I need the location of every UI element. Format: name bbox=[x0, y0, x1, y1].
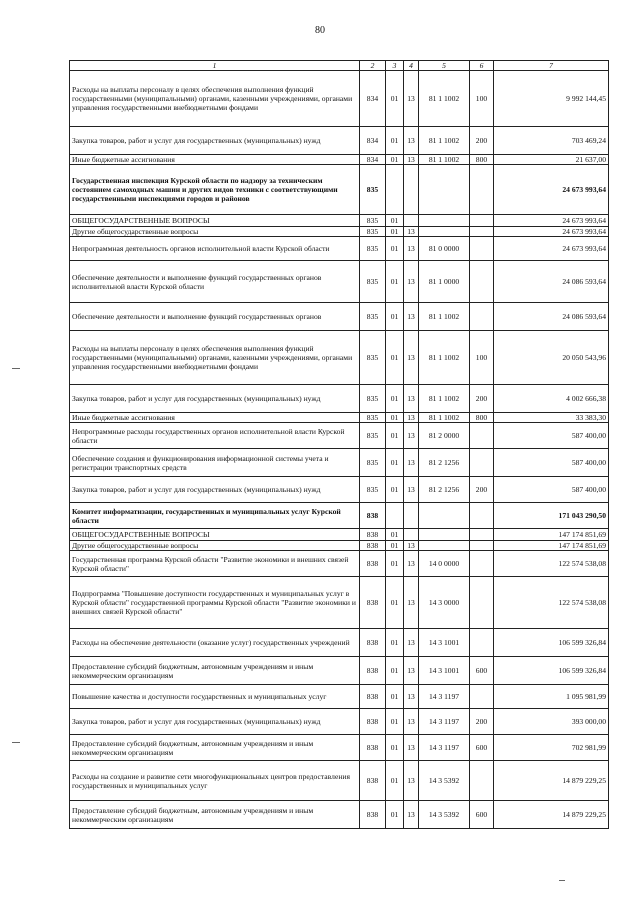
row-expense-type-code: 600 bbox=[470, 801, 494, 829]
row-target-item-code: 14 3 5392 bbox=[419, 761, 470, 801]
row-name: Закупка товаров, работ и услуг для государственных (муниципальных) нужд bbox=[70, 127, 360, 155]
page-number: 80 bbox=[315, 25, 325, 36]
table-row bbox=[70, 735, 609, 761]
row-name: Расходы на выплаты персоналу в целях обеспечения выполнения функций государственными (муниципальными) органами, казенными учреждениями, органами управления государственными внебюджетными фондами bbox=[70, 71, 360, 127]
row-expense-type-code bbox=[470, 529, 494, 541]
row-section-code: 01 bbox=[386, 541, 404, 551]
row-amount: 703 469,24 bbox=[494, 127, 609, 155]
row-target-item-code: 14 3 1001 bbox=[419, 657, 470, 685]
row-subsection-code: 13 bbox=[404, 155, 419, 165]
row-amount: 21 637,00 bbox=[494, 155, 609, 165]
row-name: Расходы на обеспечение деятельности (оказание услуг) государственных учреждений bbox=[70, 629, 360, 657]
row-target-item-code: 14 3 5392 bbox=[419, 801, 470, 829]
row-amount: 106 599 326,84 bbox=[494, 629, 609, 657]
row-section-code: 01 bbox=[386, 709, 404, 735]
row-grbs-code: 835 bbox=[360, 413, 386, 423]
row-section-code: 01 bbox=[386, 735, 404, 761]
row-target-item-code: 14 3 1197 bbox=[419, 735, 470, 761]
row-subsection-code: 13 bbox=[404, 477, 419, 503]
column-header-amount: 7 bbox=[494, 61, 609, 71]
row-subsection-code: 13 bbox=[404, 801, 419, 829]
row-section-code: 01 bbox=[386, 331, 404, 385]
row-section-code: 01 bbox=[386, 261, 404, 303]
row-name: Другие общегосударственные вопросы bbox=[70, 541, 360, 551]
row-expense-type-code bbox=[470, 215, 494, 227]
row-section-code bbox=[386, 165, 404, 215]
row-grbs-code: 838 bbox=[360, 761, 386, 801]
table-row bbox=[70, 541, 609, 551]
row-target-item-code bbox=[419, 541, 470, 551]
row-expense-type-code bbox=[470, 761, 494, 801]
row-expense-type-code: 600 bbox=[470, 657, 494, 685]
row-grbs-code: 834 bbox=[360, 127, 386, 155]
row-subsection-code bbox=[404, 503, 419, 529]
row-name: Закупка товаров, работ и услуг для государственных (муниципальных) нужд bbox=[70, 709, 360, 735]
row-expense-type-code: 200 bbox=[470, 709, 494, 735]
row-name: Обеспечение создания и функционирования информационной системы учета и регистрации транспортных средств bbox=[70, 449, 360, 477]
row-section-code: 01 bbox=[386, 761, 404, 801]
row-grbs-code: 835 bbox=[360, 449, 386, 477]
row-subsection-code: 13 bbox=[404, 629, 419, 657]
row-name: Комитет информатизации, государственных и муниципальных услуг Курской области bbox=[70, 503, 360, 529]
budget-table bbox=[69, 60, 609, 829]
row-section-code: 01 bbox=[386, 155, 404, 165]
row-expense-type-code: 100 bbox=[470, 71, 494, 127]
row-grbs-code: 838 bbox=[360, 551, 386, 577]
row-amount: 587 400,00 bbox=[494, 449, 609, 477]
row-name: Закупка товаров, работ и услуг для государственных (муниципальных) нужд bbox=[70, 477, 360, 503]
margin-mark bbox=[12, 742, 20, 743]
row-section-code: 01 bbox=[386, 127, 404, 155]
table-row bbox=[70, 165, 609, 215]
row-grbs-code: 835 bbox=[360, 237, 386, 261]
table-row bbox=[70, 477, 609, 503]
row-section-code: 01 bbox=[386, 227, 404, 237]
row-name: Расходы на создание и развитие сети многофункциональных центров предоставления государственных и муниципальных услуг bbox=[70, 761, 360, 801]
row-grbs-code: 835 bbox=[360, 385, 386, 413]
row-amount: 122 574 538,08 bbox=[494, 551, 609, 577]
row-expense-type-code: 100 bbox=[470, 331, 494, 385]
row-target-item-code: 81 1 1002 bbox=[419, 385, 470, 413]
row-amount: 24 673 993,64 bbox=[494, 227, 609, 237]
row-section-code: 01 bbox=[386, 423, 404, 449]
row-grbs-code: 838 bbox=[360, 629, 386, 657]
row-amount: 122 574 538,08 bbox=[494, 577, 609, 629]
row-amount: 4 002 666,38 bbox=[494, 385, 609, 413]
row-target-item-code: 81 1 0000 bbox=[419, 261, 470, 303]
row-section-code: 01 bbox=[386, 577, 404, 629]
row-amount: 14 879 229,25 bbox=[494, 761, 609, 801]
row-grbs-code: 835 bbox=[360, 261, 386, 303]
row-subsection-code: 13 bbox=[404, 237, 419, 261]
row-grbs-code: 838 bbox=[360, 529, 386, 541]
row-grbs-code: 835 bbox=[360, 215, 386, 227]
row-expense-type-code bbox=[470, 261, 494, 303]
row-section-code: 01 bbox=[386, 529, 404, 541]
row-subsection-code: 13 bbox=[404, 577, 419, 629]
table-row bbox=[70, 503, 609, 529]
row-expense-type-code bbox=[470, 503, 494, 529]
row-expense-type-code: 800 bbox=[470, 413, 494, 423]
row-subsection-code: 13 bbox=[404, 541, 419, 551]
column-header-name: 1 bbox=[70, 61, 360, 71]
row-amount: 14 879 229,25 bbox=[494, 801, 609, 829]
row-amount: 171 043 290,50 bbox=[494, 503, 609, 529]
row-section-code: 01 bbox=[386, 629, 404, 657]
row-amount: 106 599 326,84 bbox=[494, 657, 609, 685]
row-subsection-code: 13 bbox=[404, 127, 419, 155]
row-target-item-code: 14 3 1197 bbox=[419, 709, 470, 735]
row-section-code: 01 bbox=[386, 685, 404, 709]
row-name: Подпрограмма "Повышение доступности государственных и муниципальных услуг в Курской области" государственной программы Курской области "Развитие экономики и внешних связей Курской области" bbox=[70, 577, 360, 629]
table-row bbox=[70, 303, 609, 331]
row-grbs-code: 834 bbox=[360, 71, 386, 127]
row-amount: 24 673 993,64 bbox=[494, 215, 609, 227]
row-name: Предоставление субсидий бюджетным, автономным учреждениям и иным некоммерческим организациям bbox=[70, 657, 360, 685]
row-section-code: 01 bbox=[386, 215, 404, 227]
row-target-item-code: 81 1 1002 bbox=[419, 71, 470, 127]
row-subsection-code: 13 bbox=[404, 685, 419, 709]
row-section-code: 01 bbox=[386, 477, 404, 503]
row-section-code: 01 bbox=[386, 413, 404, 423]
row-amount: 147 174 851,69 bbox=[494, 541, 609, 551]
row-target-item-code: 14 3 1001 bbox=[419, 629, 470, 657]
row-target-item-code: 81 2 1256 bbox=[419, 449, 470, 477]
row-subsection-code: 13 bbox=[404, 71, 419, 127]
row-subsection-code: 13 bbox=[404, 423, 419, 449]
row-expense-type-code: 200 bbox=[470, 385, 494, 413]
row-section-code: 01 bbox=[386, 551, 404, 577]
table-row bbox=[70, 551, 609, 577]
row-section-code: 01 bbox=[386, 71, 404, 127]
row-name: Непрограммная деятельность органов исполнительной власти Курской области bbox=[70, 237, 360, 261]
column-header-subsection: 4 bbox=[404, 61, 419, 71]
row-grbs-code: 838 bbox=[360, 503, 386, 529]
table-row bbox=[70, 423, 609, 449]
margin-mark bbox=[559, 880, 565, 881]
margin-mark bbox=[12, 368, 20, 369]
row-name: Предоставление субсидий бюджетным, автономным учреждениям и иным некоммерческим организациям bbox=[70, 735, 360, 761]
row-subsection-code: 13 bbox=[404, 657, 419, 685]
row-section-code: 01 bbox=[386, 237, 404, 261]
row-grbs-code: 838 bbox=[360, 685, 386, 709]
row-amount: 702 981,99 bbox=[494, 735, 609, 761]
table-row bbox=[70, 237, 609, 261]
row-expense-type-code bbox=[470, 237, 494, 261]
column-header-target-item: 5 bbox=[419, 61, 470, 71]
row-amount: 1 095 981,99 bbox=[494, 685, 609, 709]
row-amount: 9 992 144,45 bbox=[494, 71, 609, 127]
row-target-item-code: 81 2 1256 bbox=[419, 477, 470, 503]
row-section-code: 01 bbox=[386, 657, 404, 685]
row-expense-type-code bbox=[470, 303, 494, 331]
row-subsection-code: 13 bbox=[404, 331, 419, 385]
row-grbs-code: 835 bbox=[360, 303, 386, 331]
row-target-item-code: 14 3 0000 bbox=[419, 577, 470, 629]
row-name: Иные бюджетные ассигнования bbox=[70, 155, 360, 165]
table-row bbox=[70, 685, 609, 709]
row-expense-type-code: 200 bbox=[470, 477, 494, 503]
table-row bbox=[70, 629, 609, 657]
row-expense-type-code bbox=[470, 629, 494, 657]
row-subsection-code: 13 bbox=[404, 735, 419, 761]
row-name: Государственная инспекция Курской области по надзору за техническим состоянием самоходных машин и других видов техники с соответствующими государственными инспекциями городов и районов bbox=[70, 165, 360, 215]
row-name: Расходы на выплаты персоналу в целях обеспечения выполнения функций государственными (муниципальными) органами, казенными учреждениями, органами управления государственными внебюджетными фондами bbox=[70, 331, 360, 385]
row-subsection-code: 13 bbox=[404, 261, 419, 303]
row-grbs-code: 838 bbox=[360, 735, 386, 761]
table-row bbox=[70, 761, 609, 801]
row-target-item-code bbox=[419, 227, 470, 237]
row-expense-type-code bbox=[470, 227, 494, 237]
table-row bbox=[70, 709, 609, 735]
row-grbs-code: 838 bbox=[360, 709, 386, 735]
table-header-row bbox=[70, 61, 609, 71]
row-amount: 393 000,00 bbox=[494, 709, 609, 735]
row-subsection-code bbox=[404, 529, 419, 541]
row-grbs-code: 835 bbox=[360, 165, 386, 215]
row-expense-type-code bbox=[470, 551, 494, 577]
row-amount: 24 673 993,64 bbox=[494, 237, 609, 261]
row-grbs-code: 835 bbox=[360, 423, 386, 449]
table-row bbox=[70, 331, 609, 385]
row-name: ОБЩЕГОСУДАРСТВЕННЫЕ ВОПРОСЫ bbox=[70, 215, 360, 227]
row-grbs-code: 835 bbox=[360, 331, 386, 385]
row-name: Предоставление субсидий бюджетным, автономным учреждениям и иным некоммерческим организациям bbox=[70, 801, 360, 829]
table-row bbox=[70, 261, 609, 303]
row-amount: 20 050 543,96 bbox=[494, 331, 609, 385]
row-amount: 24 086 593,64 bbox=[494, 303, 609, 331]
column-header-expense-type: 6 bbox=[470, 61, 494, 71]
row-grbs-code: 834 bbox=[360, 155, 386, 165]
row-target-item-code: 81 1 1002 bbox=[419, 155, 470, 165]
row-amount: 587 400,00 bbox=[494, 477, 609, 503]
row-target-item-code: 81 0 0000 bbox=[419, 237, 470, 261]
row-section-code: 01 bbox=[386, 385, 404, 413]
row-grbs-code: 838 bbox=[360, 541, 386, 551]
row-subsection-code: 13 bbox=[404, 449, 419, 477]
row-subsection-code: 13 bbox=[404, 303, 419, 331]
row-amount: 33 383,30 bbox=[494, 413, 609, 423]
row-amount: 587 400,00 bbox=[494, 423, 609, 449]
row-target-item-code: 81 1 1002 bbox=[419, 127, 470, 155]
row-name: Непрограммные расходы государственных органов исполнительной власти Курской области bbox=[70, 423, 360, 449]
row-expense-type-code bbox=[470, 165, 494, 215]
row-subsection-code: 13 bbox=[404, 385, 419, 413]
row-grbs-code: 838 bbox=[360, 577, 386, 629]
row-name: Закупка товаров, работ и услуг для государственных (муниципальных) нужд bbox=[70, 385, 360, 413]
row-amount: 24 086 593,64 bbox=[494, 261, 609, 303]
row-expense-type-code bbox=[470, 577, 494, 629]
row-subsection-code: 13 bbox=[404, 227, 419, 237]
row-subsection-code bbox=[404, 215, 419, 227]
row-target-item-code bbox=[419, 215, 470, 227]
row-subsection-code: 13 bbox=[404, 413, 419, 423]
row-section-code: 01 bbox=[386, 801, 404, 829]
row-section-code: 01 bbox=[386, 303, 404, 331]
row-subsection-code: 13 bbox=[404, 551, 419, 577]
row-section-code bbox=[386, 503, 404, 529]
row-grbs-code: 838 bbox=[360, 801, 386, 829]
row-name: ОБЩЕГОСУДАРСТВЕННЫЕ ВОПРОСЫ bbox=[70, 529, 360, 541]
row-name: Повышение качества и доступности государственных и муниципальных услуг bbox=[70, 685, 360, 709]
row-grbs-code: 835 bbox=[360, 477, 386, 503]
row-subsection-code: 13 bbox=[404, 709, 419, 735]
table-row bbox=[70, 577, 609, 629]
table-row bbox=[70, 801, 609, 829]
table-row bbox=[70, 529, 609, 541]
row-grbs-code: 838 bbox=[360, 657, 386, 685]
table-row bbox=[70, 215, 609, 227]
row-expense-type-code bbox=[470, 423, 494, 449]
row-grbs-code: 835 bbox=[360, 227, 386, 237]
row-expense-type-code bbox=[470, 541, 494, 551]
row-expense-type-code: 600 bbox=[470, 735, 494, 761]
table-row bbox=[70, 449, 609, 477]
row-amount: 147 174 851,69 bbox=[494, 529, 609, 541]
row-name: Обеспечение деятельности и выполнение функций государственных органов исполнительной власти Курской области bbox=[70, 261, 360, 303]
table-row bbox=[70, 385, 609, 413]
table-row bbox=[70, 657, 609, 685]
row-amount: 24 673 993,64 bbox=[494, 165, 609, 215]
row-target-item-code: 81 1 1002 bbox=[419, 413, 470, 423]
table-row bbox=[70, 127, 609, 155]
row-target-item-code: 81 1 1002 bbox=[419, 331, 470, 385]
row-subsection-code: 13 bbox=[404, 761, 419, 801]
row-name: Государственная программа Курской области "Развитие экономики и внешних связей Курской области" bbox=[70, 551, 360, 577]
column-header-section: 3 bbox=[386, 61, 404, 71]
row-target-item-code bbox=[419, 165, 470, 215]
row-subsection-code bbox=[404, 165, 419, 215]
row-name: Обеспечение деятельности и выполнение функций государственных органов bbox=[70, 303, 360, 331]
row-target-item-code: 14 3 1197 bbox=[419, 685, 470, 709]
table-row bbox=[70, 413, 609, 423]
row-target-item-code: 14 0 0000 bbox=[419, 551, 470, 577]
table-row bbox=[70, 227, 609, 237]
row-section-code: 01 bbox=[386, 449, 404, 477]
column-header-grbs: 2 bbox=[360, 61, 386, 71]
row-target-item-code bbox=[419, 529, 470, 541]
row-expense-type-code: 200 bbox=[470, 127, 494, 155]
row-name: Иные бюджетные ассигнования bbox=[70, 413, 360, 423]
table-row bbox=[70, 155, 609, 165]
row-expense-type-code bbox=[470, 685, 494, 709]
row-target-item-code: 81 1 1002 bbox=[419, 303, 470, 331]
row-expense-type-code: 800 bbox=[470, 155, 494, 165]
row-target-item-code: 81 2 0000 bbox=[419, 423, 470, 449]
table-row bbox=[70, 71, 609, 127]
row-expense-type-code bbox=[470, 449, 494, 477]
row-name: Другие общегосударственные вопросы bbox=[70, 227, 360, 237]
row-target-item-code bbox=[419, 503, 470, 529]
